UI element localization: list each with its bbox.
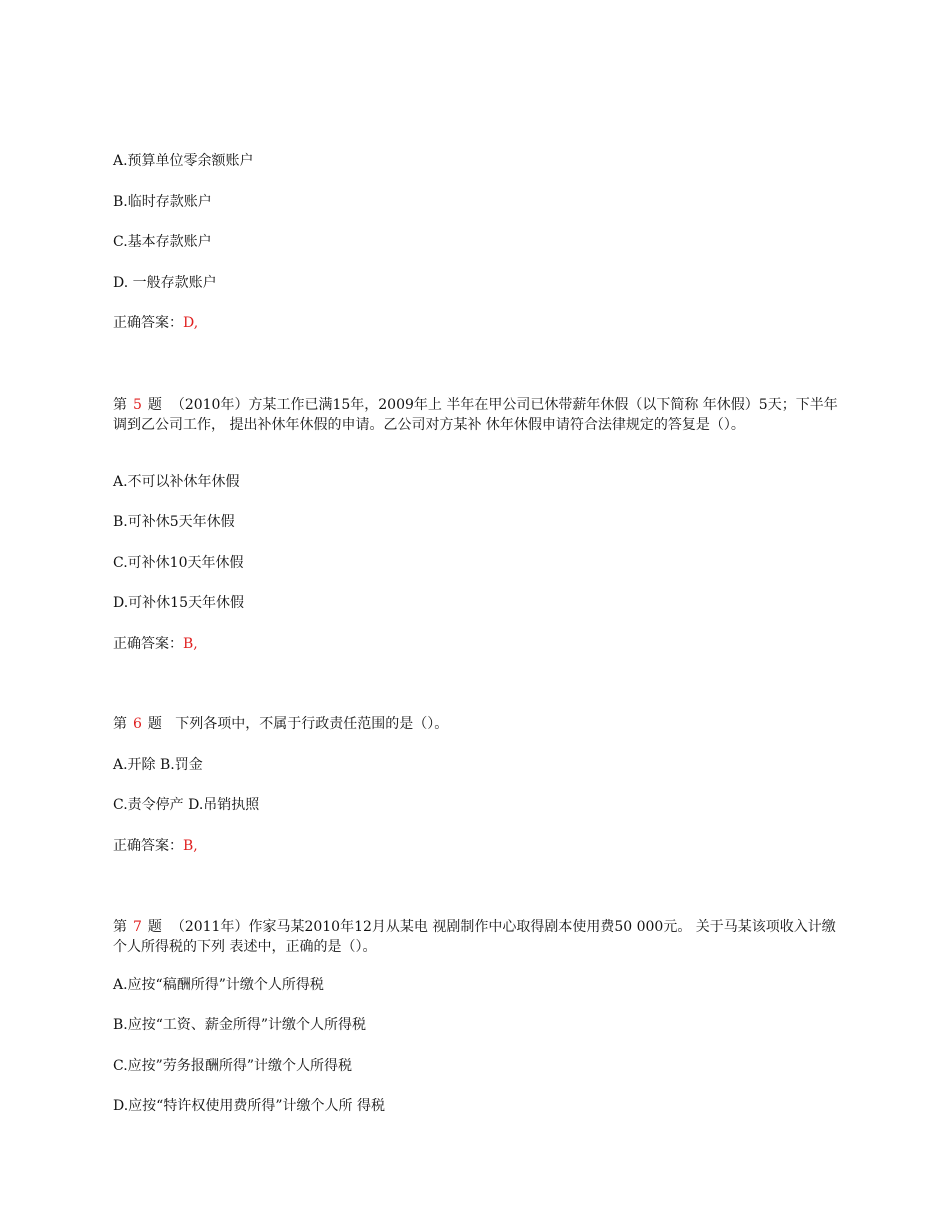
question-prefix: 第	[113, 397, 127, 413]
option-c: C.可补休10天年休假	[113, 555, 244, 571]
answer-line	[113, 837, 198, 855]
question-6	[113, 715, 448, 733]
question-number: 5	[133, 397, 142, 413]
option-c: C.应按”劳务报酬所得”计缴个人所得税	[113, 1058, 352, 1074]
option-b: B.临时存款账户	[113, 194, 212, 210]
question-text: （2011年）作家马某2010年12月从某电 视剧制作中心取得剧本使用费50 000元。 关于马某该项收入计缴个人所得税的下列 表述中，正确的是（）。	[113, 919, 836, 955]
option-b: B.应按“工资、薪金所得”计缴个人所得税	[113, 1017, 367, 1033]
answer-label: 正确答案：	[113, 636, 183, 652]
question-5	[113, 395, 843, 435]
question-prefix: 第	[113, 919, 127, 935]
answer-label: 正确答案：	[113, 838, 183, 854]
answer-value: B,	[183, 838, 198, 854]
option-c: C.基本存款账户	[113, 234, 212, 250]
question-7	[113, 917, 843, 957]
option-ab: A.开除 B.罚金	[113, 757, 203, 773]
answer-line	[113, 314, 198, 332]
option-d: D.应按“特许权使用费所得”计缴个人所 得税	[113, 1098, 385, 1114]
option-a: A.预算单位零余额账户	[113, 153, 254, 169]
question-text: （2010年）方某工作已满15年，2009年上 半年在甲公司已休带薪年休假（以下简称 年休假）5天；下半年调到乙公司工作， 提出补休年休假的申请。乙公司对方某补 休年休假申请符合法律规定的答复是（）。	[113, 397, 838, 433]
option-a: A.应按“稿酬所得”计缴个人所得税	[113, 977, 324, 993]
option-d: D.可补休15天年休假	[113, 595, 244, 611]
question-prefix: 第	[113, 716, 127, 732]
question-text: 下列各项中，不属于行政责任范围的是（）。	[175, 716, 449, 732]
option-b: B.可补休5天年休假	[113, 514, 235, 530]
answer-label: 正确答案：	[113, 315, 183, 331]
option-cd: C.责令停产 D.吊销执照	[113, 797, 260, 813]
question-number: 6	[133, 716, 142, 732]
question-suffix: 题	[147, 919, 162, 935]
answer-value: B,	[183, 636, 198, 652]
option-d: D. 一般存款账户	[113, 275, 217, 291]
question-suffix: 题	[147, 397, 162, 413]
answer-line	[113, 635, 198, 653]
question-suffix: 题	[147, 716, 162, 732]
question-number: 7	[133, 919, 142, 935]
answer-value: D,	[183, 315, 199, 331]
option-a: A.不可以补休年休假	[113, 474, 240, 490]
